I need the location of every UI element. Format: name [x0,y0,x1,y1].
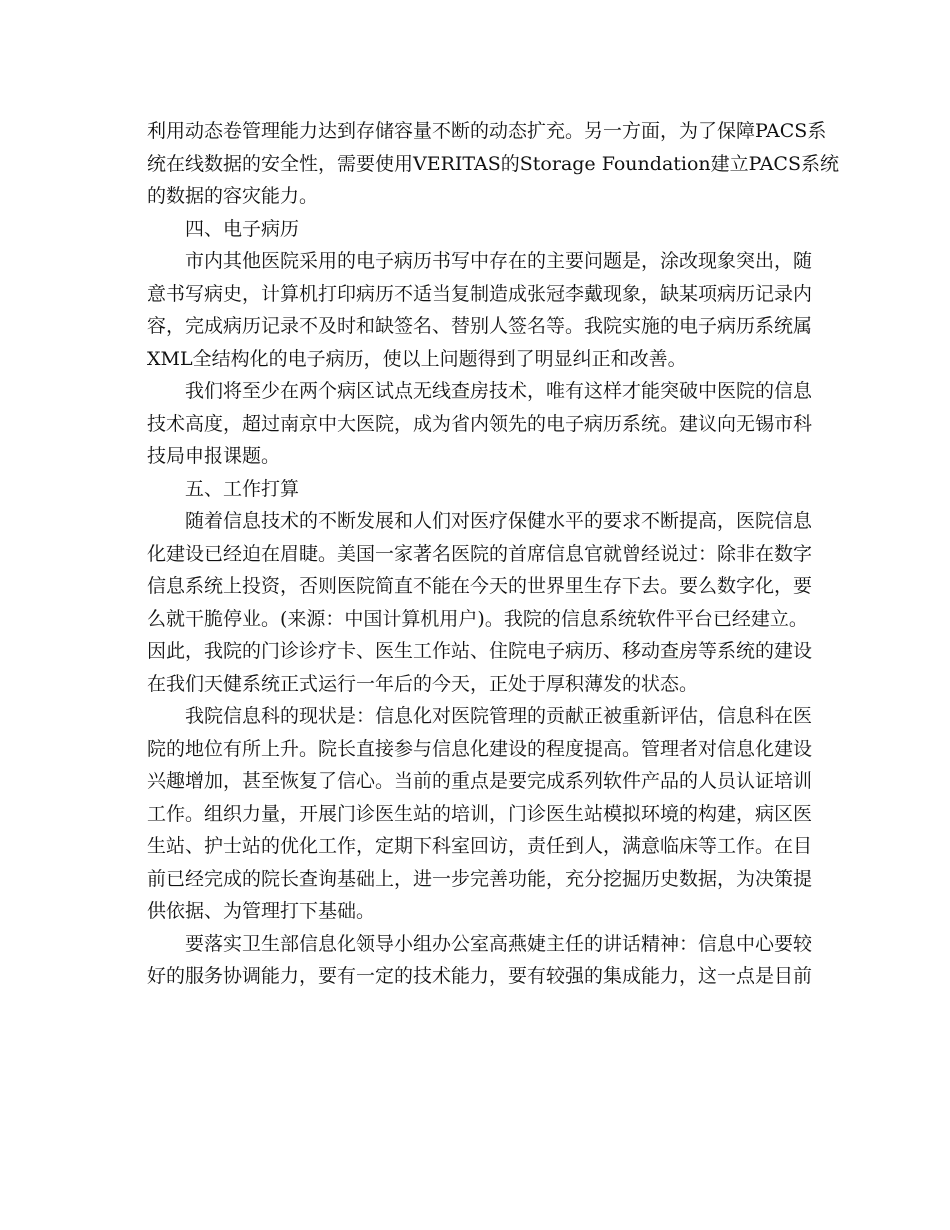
section-heading [147,213,807,246]
text-line: 好的服务协调能力，要有一定的技术能力，要有较强的集成能力，这一点是目前 [147,965,813,987]
text-line: 要落实卫生部信息化领导小组办公室高燕婕主任的讲话精神：信息中心要较 [185,932,813,955]
text-line: 工作。组织力量，开展门诊医生站的培训，门诊医生站模拟环境的构建，病区医 [147,802,813,825]
text-line: 随着信息技术的不断发展和人们对医疗保健水平的要求不断提高，医院信息 [185,510,813,532]
heading-work-plan: 五、工作打算 [185,477,300,500]
text-line: 技术高度，超过南京中大医院，成为省内领先的电子病历系统。建议向无锡市科 [147,412,813,435]
paragraph [147,375,813,473]
document-body [147,115,839,993]
paragraph [147,505,813,700]
paragraph [147,928,813,993]
text-line: 因此，我院的门诊诊疗卡、医生工作站、住院电子病历、移动查房等系统的建设 [147,640,813,662]
section-heading [147,473,807,506]
text-line: 容，完成病历记录不及时和缺签名、替别人签名等。我院实施的电子病历系统属 [147,315,813,337]
text-line: 前已经完成的院长查询基础上，进一步完善功能，充分挖掘历史数据，为决策提 [147,867,813,890]
text-line: 院的地位有所上升。院长直接参与信息化建设的程度提高。管理者对信息化建设 [147,737,813,760]
paragraph [147,700,813,928]
text-line: 我院信息科的现状是：信息化对医院管理的贡献正被重新评估，信息科在医 [185,705,813,727]
paragraph [147,115,839,213]
text-line: 信息系统上投资，否则医院简直不能在今天的世界里生存下去。要么数字化，要 [147,575,813,597]
text-line: 么就干脆停业。(来源：中国计算机用户)。我院的信息系统软件平台已经建立。 [147,607,808,630]
text-line: 的数据的容灾能力。 [147,185,319,207]
text-line: 技局申报课题。 [147,445,281,467]
heading-electronic-records: 四、电子病历 [185,217,300,240]
paragraph [147,245,813,375]
text-line: 我们将至少在两个病区试点无线查房技术，唯有这样才能突破中医院的信息 [185,380,813,402]
text-line: 利用动态卷管理能力达到存储容量不断的动态扩充。另一方面，为了保障PACS系 [147,120,827,142]
text-line: 在我们天健系统正式运行一年后的今天，正处于厚积薄发的状态。 [147,672,699,695]
text-line: XML全结构化的电子病历，使以上问题得到了明显纠正和改善。 [147,347,687,370]
text-line: 化建设已经迫在眉睫。美国一家著名医院的首席信息官就曾经说过：除非在数字 [147,542,813,565]
text-line: 意书写病史，计算机打印病历不适当复制造成张冠李戴现象，缺某项病历记录内 [147,282,813,305]
text-line: 生站、护士站的优化工作，定期下科室回访，责任到人，满意临床等工作。在目 [147,835,813,857]
text-line: 兴趣增加，甚至恢复了信心。当前的重点是要完成系列软件产品的人员认证培训 [147,770,813,792]
text-line: 市内其他医院采用的电子病历书写中存在的主要问题是，涂改现象突出，随 [185,250,813,272]
text-line: 供依据、为管理打下基础。 [147,900,376,922]
text-line: 统在线数据的安全性，需要使用VERITAS的Storage Foundation建立PACS系统 [147,152,839,175]
